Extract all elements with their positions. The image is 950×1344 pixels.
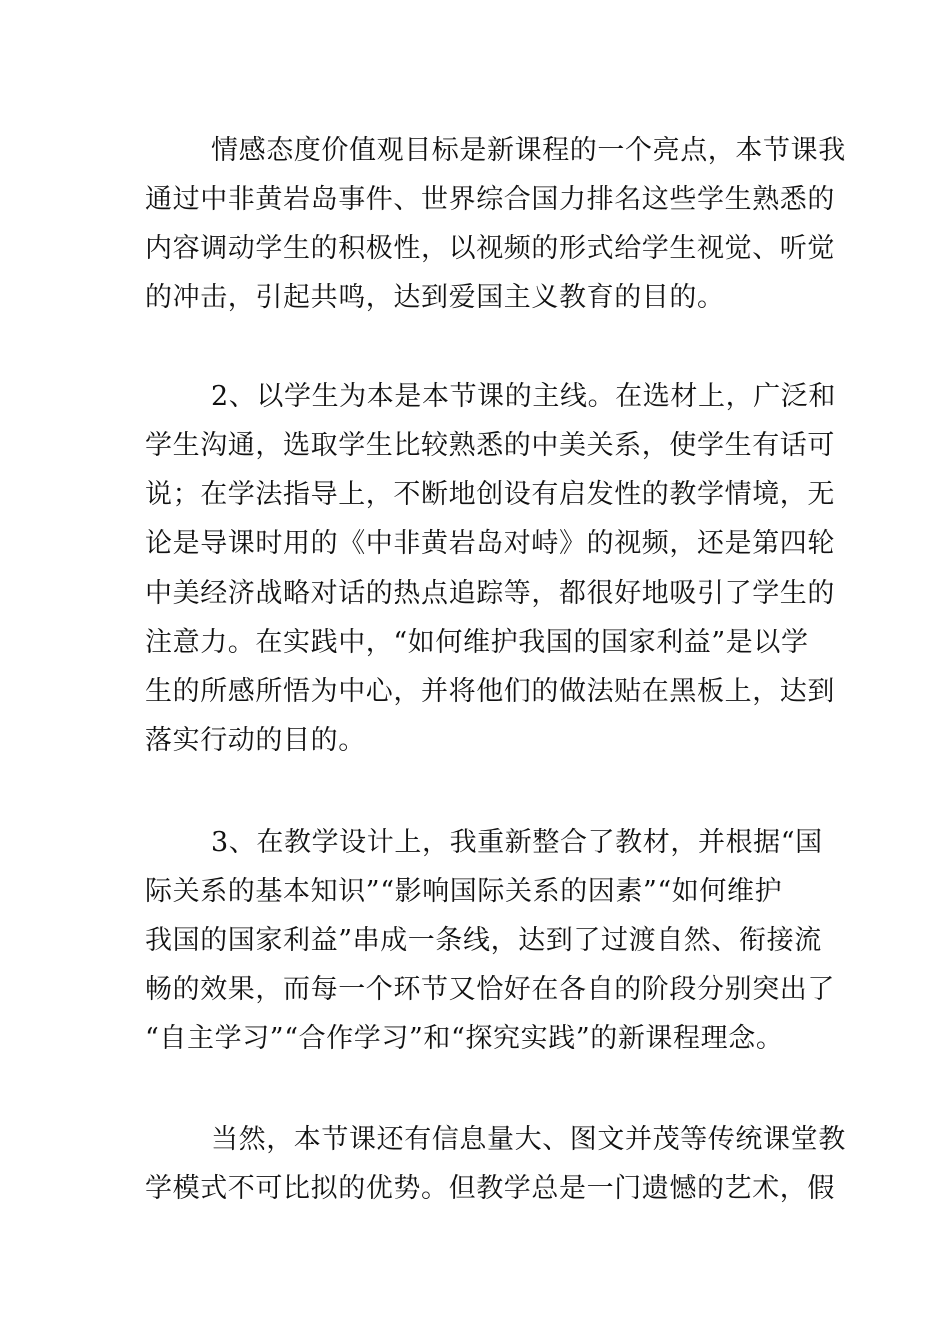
- paragraph-line: 我国的国家利益”串成一条线，达到了过渡自然、衔接流: [145, 925, 822, 956]
- paragraph-line: 落实行动的目的。: [145, 725, 366, 756]
- paragraph-line: 说；在学法指导上，不断地创设有启发性的教学情境，无: [145, 479, 835, 510]
- paragraph-line: 论是导课时用的《中非黄岩岛对峙》的视频，还是第四轮: [145, 528, 835, 559]
- paragraph-line: 的冲击，引起共鸣，达到爱国主义教育的目的。: [145, 282, 725, 313]
- paragraph-line: 中美经济战略对话的热点追踪等，都很好地吸引了学生的: [145, 578, 835, 609]
- paragraph-line: 学生沟通，选取学生比较熟悉的中美关系，使学生有话可: [145, 430, 835, 461]
- paragraph-line: 内容调动学生的积极性，以视频的形式给学生视觉、听觉: [145, 233, 835, 264]
- paragraph-line: “自主学习”“合作学习”和“探究实践”的新课程理念。: [145, 1023, 784, 1054]
- paragraph-line: 注意力。在实践中，“如何维护我国的国家利益”是以学: [145, 627, 809, 658]
- paragraph-line: 生的所感所悟为中心，并将他们的做法贴在黑板上，达到: [145, 676, 835, 707]
- paragraph-line: 2、以学生为本是本节课的主线。在选材上，广泛和: [211, 381, 836, 412]
- paragraph-line: 通过中非黄岩岛事件、世界综合国力排名这些学生熟悉的: [145, 184, 835, 215]
- paragraph-line: 情感态度价值观目标是新课程的一个亮点，本节课我: [211, 135, 846, 166]
- paragraph-line: 当然，本节课还有信息量大、图文并茂等传统课堂教: [211, 1124, 846, 1155]
- paragraph-line: 畅的效果，而每一个环节又恰好在各自的阶段分别突出了: [145, 974, 835, 1005]
- paragraph-line: 3、在教学设计上，我重新整合了教材，并根据“国: [211, 827, 823, 858]
- paragraph-line: 际关系的基本知识”“影响国际关系的因素”“如何维护: [145, 876, 783, 907]
- paragraph-line: 学模式不可比拟的优势。但教学总是一门遗憾的艺术，假: [145, 1173, 835, 1204]
